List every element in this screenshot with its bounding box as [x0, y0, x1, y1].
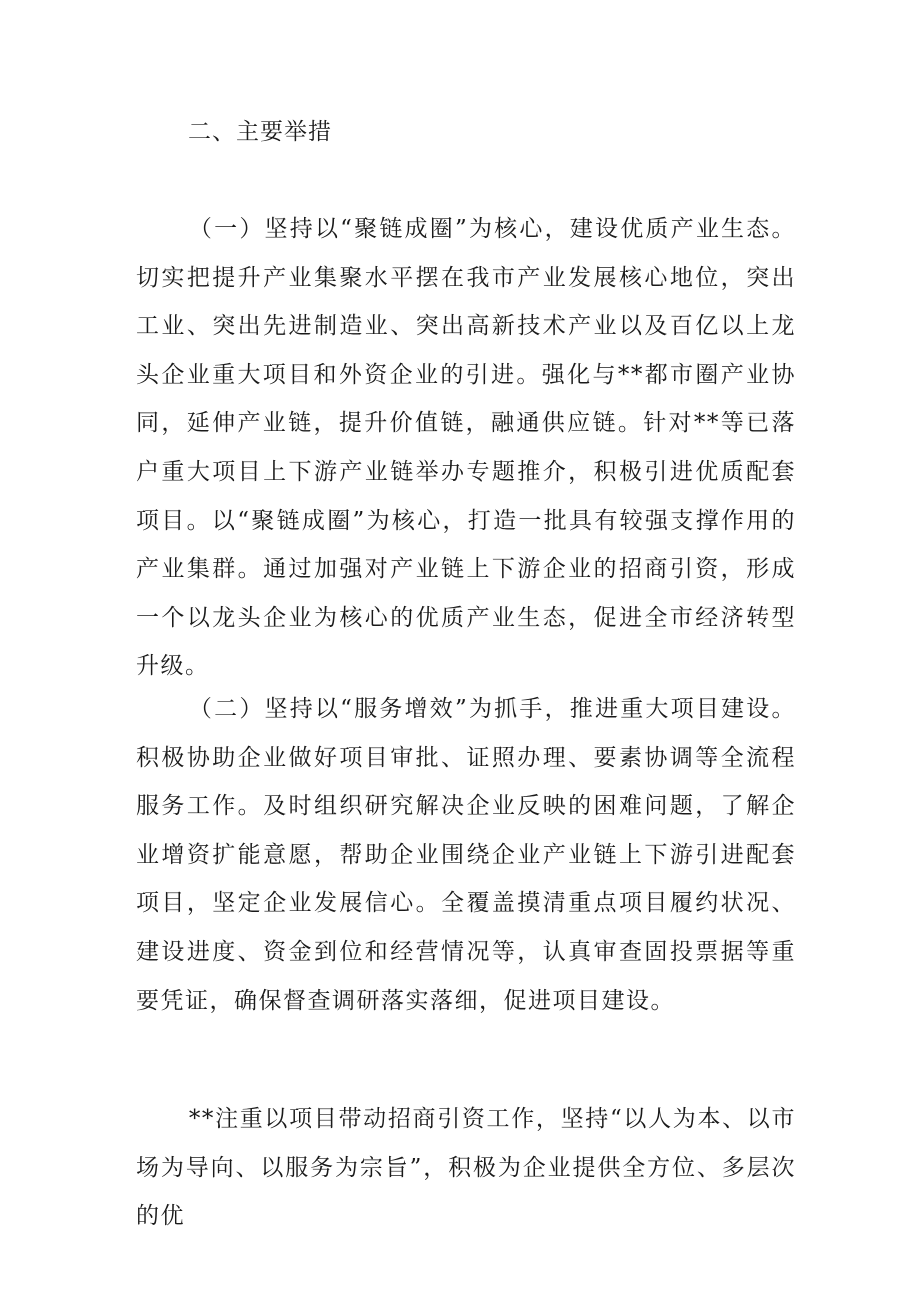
paragraph-project-construction: （二）坚持以“服务增效”为抓手，推进重大项目建设。积极协助企业做好项目审批、证照办理、要素协调等全流程服务工作。及时组织研究解决企业反映的困难问题，了解企业增资扩能意愿，帮助企业围绕企业产业链上下游引进配套项目，坚定企业发展信心。全覆盖摸清重点项目履约状况、建设进度、资金到位和经营情况等，认真审查固投票据等重要凭证，确保督查调研落实落细，促进项目建设。: [136, 696, 796, 1014]
paragraph-investment-service: **注重以项目带动招商引资工作，坚持“以人为本、以市场为导向、以服务为宗旨”，积极为企业提供全方位、多层次的优: [136, 1106, 796, 1230]
section-heading: 二、主要举措: [188, 119, 332, 145]
paragraph-industry-ecosystem: （一）坚持以“聚链成圈”为核心，建设优质产业生态。切实把提升产业集聚水平摆在我市产业发展核心地位，突出工业、突出先进制造业、突出高新技术产业以及百亿以上龙头企业重大项目和外资企业的引进。强化与**都市圈产业协同，延伸产业链，提升价值链，融通供应链。针对**等已落户重大项目上下游产业链举办专题推介，积极引进优质配套项目。以“聚链成圈”为核心，打造一批具有较强支撑作用的产业集群。通过加强对产业链上下游企业的招商引资，形成一个以龙头企业为核心的优质产业生态，促进全市经济转型升级。: [136, 216, 796, 680]
